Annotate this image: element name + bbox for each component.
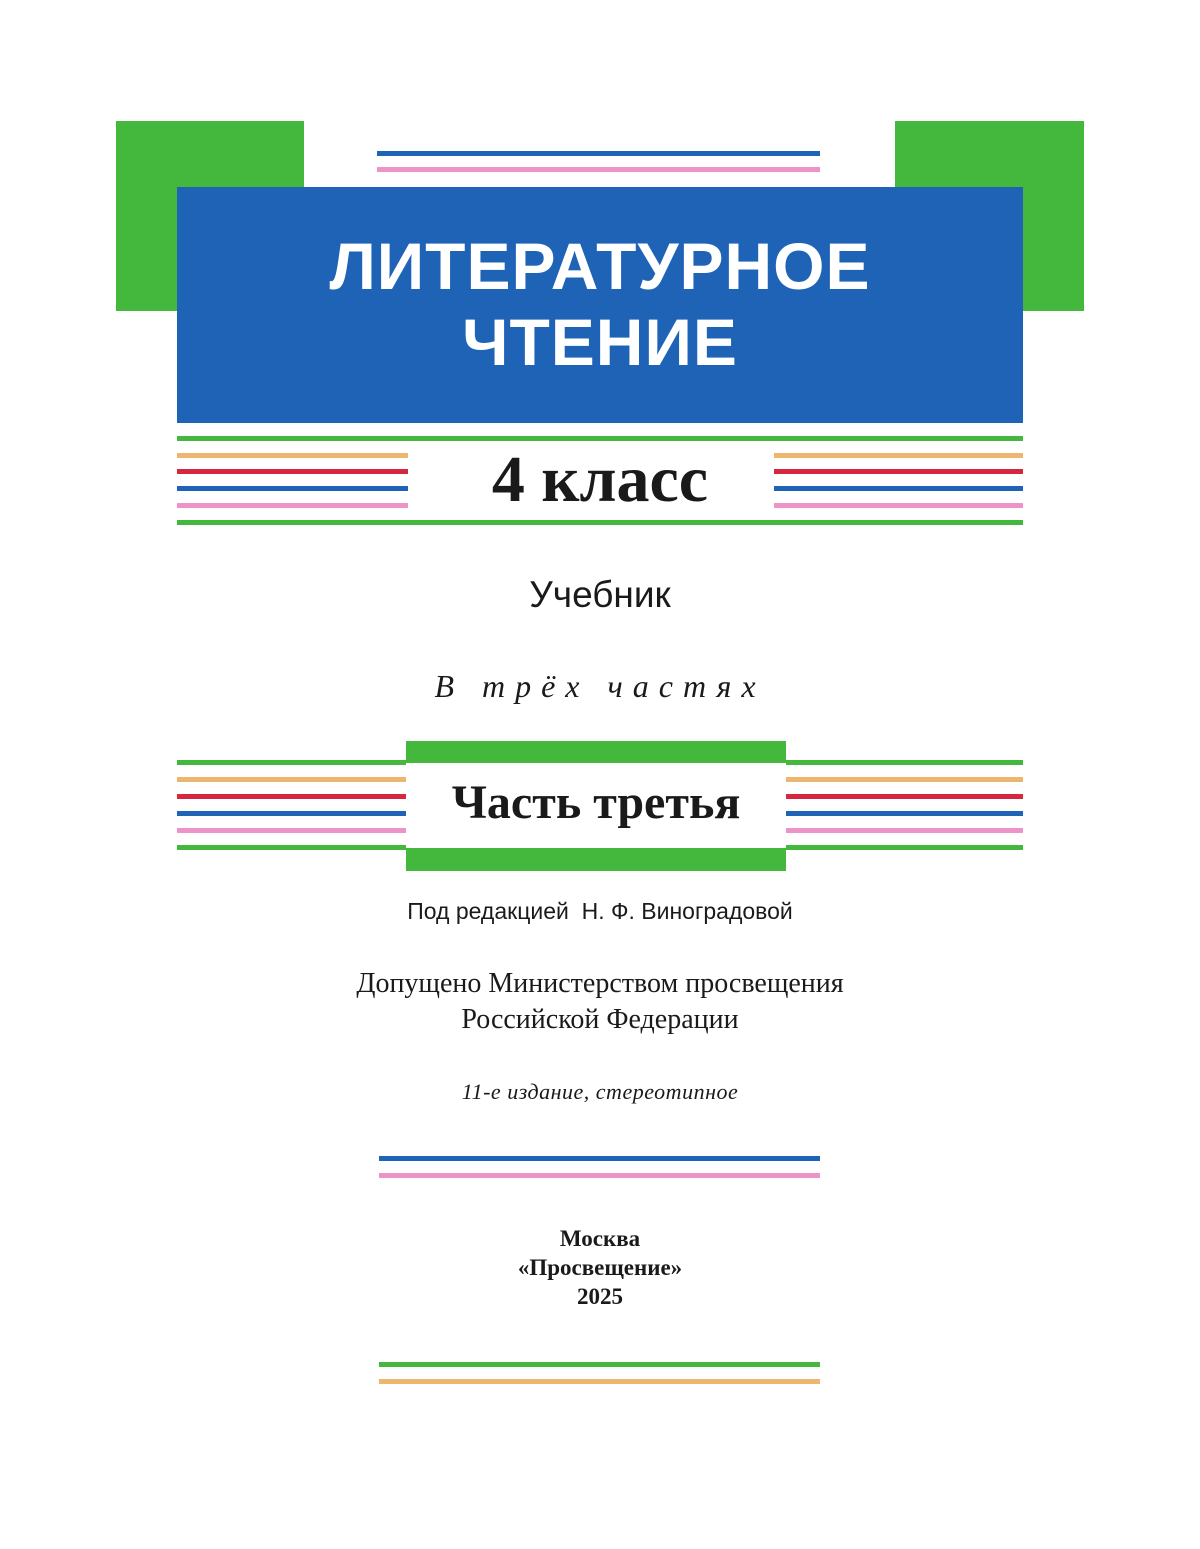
- part-stripe-right-green-top: [786, 760, 1023, 765]
- top-stripe-blue: [377, 151, 820, 156]
- part-green-bar-bottom: [406, 848, 786, 871]
- approval-line1: Допущено Министерством просвещения: [356, 968, 844, 999]
- grade-label: 4 класс: [491, 443, 709, 516]
- part-stripe-left-green-bottom: [177, 845, 406, 850]
- part-stripe-left-green-top: [177, 760, 406, 765]
- book-type: Учебник: [529, 574, 671, 615]
- part-stripe-right-green-bottom: [786, 845, 1023, 850]
- bottom-stripe-orange: [379, 1379, 820, 1384]
- publisher-year: 2025: [577, 1284, 623, 1309]
- publisher-name: «Просвещение»: [517, 1255, 683, 1280]
- edition-note: 11-е издание, стереотипное: [461, 1079, 739, 1104]
- mid-stripe-blue: [379, 1156, 820, 1161]
- book-title-line1: ЛИТЕРАТУРНОЕ: [329, 229, 871, 303]
- parts-note: В трёх частях: [434, 668, 766, 704]
- approval-line2: Российской Федерации: [461, 1004, 739, 1035]
- grade-stripe-bottom-green: [177, 520, 1023, 525]
- bottom-stripe-green: [379, 1362, 820, 1367]
- part-label: Часть третья: [451, 776, 741, 829]
- publisher-city: Москва: [559, 1226, 641, 1251]
- book-title-line2: ЧТЕНИЕ: [462, 305, 738, 379]
- mid-stripe-pink: [379, 1173, 820, 1178]
- editor-line: Под редакцией Н. Ф. Виноградовой: [407, 898, 793, 924]
- top-stripe-pink: [377, 167, 820, 172]
- part-green-bar-top: [406, 741, 786, 763]
- grade-stripe-top-green: [177, 436, 1023, 441]
